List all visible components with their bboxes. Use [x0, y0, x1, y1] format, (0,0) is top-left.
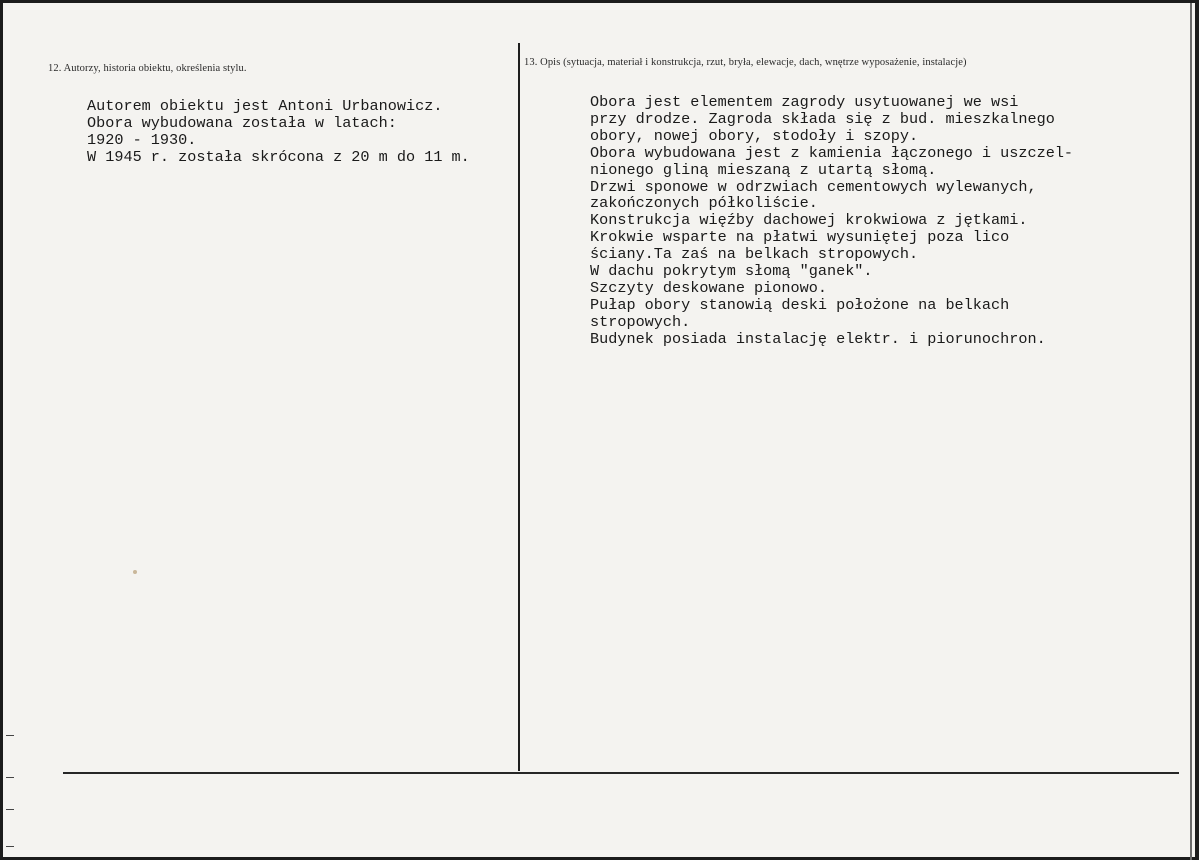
bottom-rule [63, 772, 1179, 774]
text-line: nionego gliną mieszaną z utartą słomą. [590, 160, 937, 179]
column-divider [518, 43, 520, 771]
text-line: zakończonych półkoliście. [590, 194, 818, 213]
margin-tick [6, 735, 14, 736]
card-edge-line [1190, 3, 1192, 860]
text-line: Obora jest elementem zagrody usytuowanej we wsi [590, 93, 1019, 111]
text-line: Obora wybudowana została w latach: [87, 113, 397, 132]
text-line: Pułap obory stanowią deski położone na belkach [590, 295, 1010, 314]
text-line: Krokwie wsparte na płatwi wysuniętej poza lico [590, 228, 1010, 247]
text-line: Szczyty deskowane pionowo. [590, 278, 827, 297]
margin-tick [6, 777, 14, 778]
text-line: ściany.Ta zaś na belkach stropowych. [590, 245, 919, 264]
text-line: Budynek posiada instalację elektr. i piorunochron. [590, 329, 1046, 348]
section-12-label: 12. Autorzy, historia obiektu, określenia stylu. [48, 63, 247, 74]
section-13-label: 13. Opis (sytuacja, materiał i konstrukcja, rzut, bryła, elewacje, dach, wnętrze wyposażenie, instalacje) [524, 57, 967, 68]
text-line: obory, nowej obory, stodoły i szopy. [590, 126, 919, 145]
text-line: W 1945 r. została skrócona z 20 m do 11 m. [87, 147, 470, 166]
margin-tick [6, 846, 14, 847]
margin-tick [6, 809, 14, 810]
text-line: W dachu pokrytym słomą "ganek". [590, 262, 873, 281]
text-line: Drzwi sponowe w odrzwiach cementowych wylewanych, [590, 177, 1037, 196]
text-line: Konstrukcja więźby dachowej krokwiowa z jętkami. [590, 211, 1028, 230]
text-line: Obora wybudowana jest z kamienia łączonego i uszczel- [590, 143, 1074, 162]
section-13-text [590, 94, 1073, 348]
text-line: przy drodze. Zagroda składa się z bud. mieszkalnego [590, 109, 1055, 128]
text-line: 1920 - 1930. [87, 130, 197, 149]
section-12-text [87, 98, 470, 166]
text-line: Autorem obiektu jest Antoni Urbanowicz. [87, 97, 443, 115]
paper-speck [133, 570, 137, 574]
text-line: stropowych. [590, 312, 691, 331]
